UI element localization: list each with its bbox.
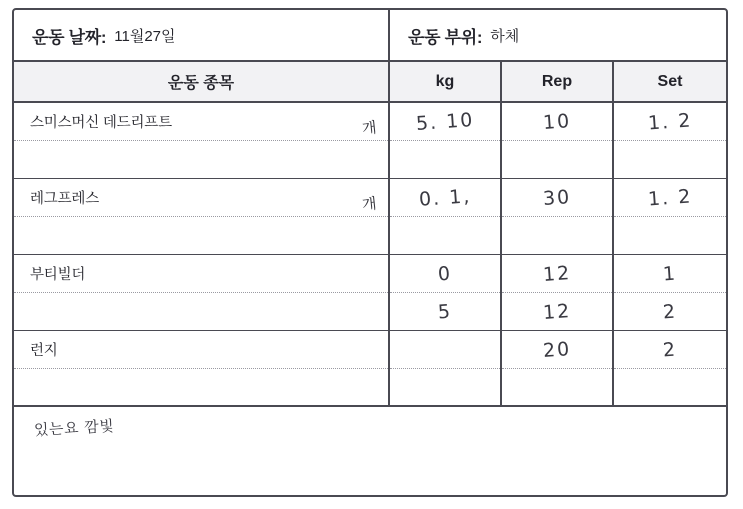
memo-area xyxy=(14,407,726,448)
set-value: 1. 2 xyxy=(647,108,693,135)
rep-value: 30 xyxy=(542,185,572,210)
table-row xyxy=(14,369,388,407)
set-value: 1 xyxy=(662,262,678,285)
exercise-note: 개 xyxy=(360,118,377,138)
set-value: 2 xyxy=(662,338,678,361)
kg-value: 0 xyxy=(437,262,453,285)
set-cell xyxy=(614,255,726,293)
rep-value: 12 xyxy=(542,299,572,324)
sheet-body xyxy=(14,103,726,450)
column-header-rep: Rep xyxy=(502,62,614,101)
set-cell xyxy=(614,293,726,331)
set-value: 2 xyxy=(662,300,678,323)
rep-cell xyxy=(502,293,612,331)
exercise-name: 스미스머신 데드리프트 xyxy=(30,115,172,131)
rep-column xyxy=(502,103,614,405)
memo-text: 있는요 깜빛 xyxy=(33,416,115,440)
table-row xyxy=(14,293,388,331)
exercise-name: 부티빌더 xyxy=(30,267,86,283)
column-header-exercise: 운동 종목 xyxy=(14,62,390,101)
kg-cell xyxy=(390,293,500,331)
table-row xyxy=(14,141,388,179)
column-header-row xyxy=(14,62,726,103)
set-cell xyxy=(614,103,726,141)
kg-column xyxy=(390,103,502,405)
kg-cell xyxy=(390,179,500,217)
rep-cell xyxy=(502,255,612,293)
set-value: 1. 2 xyxy=(647,184,693,211)
rep-cell xyxy=(502,179,612,217)
kg-value: 5. 10 xyxy=(415,108,475,135)
rep-value: 10 xyxy=(542,109,572,134)
body-part-cell xyxy=(390,10,726,60)
rep-cell xyxy=(502,103,612,141)
rep-value: 20 xyxy=(542,337,572,362)
exercise-name: 런지 xyxy=(30,343,58,359)
table-row xyxy=(14,331,388,369)
kg-cell xyxy=(390,217,500,255)
kg-cell xyxy=(390,141,500,179)
kg-cell xyxy=(390,369,500,407)
rep-cell xyxy=(502,369,612,407)
set-cell xyxy=(614,217,726,255)
column-header-set: Set xyxy=(657,72,683,90)
rep-cell xyxy=(502,331,612,369)
kg-cell xyxy=(390,331,500,369)
body-part-label: 운동 부위: xyxy=(408,27,483,47)
table-row xyxy=(14,217,388,255)
table-row xyxy=(14,255,388,293)
date-value: 11월27일 xyxy=(114,27,176,45)
date-label: 운동 날짜: xyxy=(32,27,107,47)
exercise-name-column xyxy=(14,103,390,405)
kg-value: 5 xyxy=(437,300,453,323)
table-row xyxy=(14,103,388,141)
rep-cell xyxy=(502,141,612,179)
set-cell xyxy=(614,179,726,217)
set-cell xyxy=(614,141,726,179)
kg-cell xyxy=(390,103,500,141)
set-column xyxy=(614,103,726,405)
set-cell xyxy=(614,331,726,369)
date-cell xyxy=(14,10,390,60)
exercise-note: 개 xyxy=(360,194,377,214)
sheet-header xyxy=(14,10,726,62)
column-header-kg: kg xyxy=(390,62,502,101)
exercise-name: 레그프레스 xyxy=(30,191,100,207)
workout-log-sheet xyxy=(12,8,728,497)
kg-cell xyxy=(390,255,500,293)
rep-value: 12 xyxy=(542,261,572,286)
entries-grid xyxy=(14,103,726,407)
table-row xyxy=(14,179,388,217)
set-cell xyxy=(614,369,726,407)
kg-value: 0. 1, xyxy=(418,184,472,211)
rep-cell xyxy=(502,217,612,255)
body-part-value: 하체 xyxy=(490,27,520,45)
